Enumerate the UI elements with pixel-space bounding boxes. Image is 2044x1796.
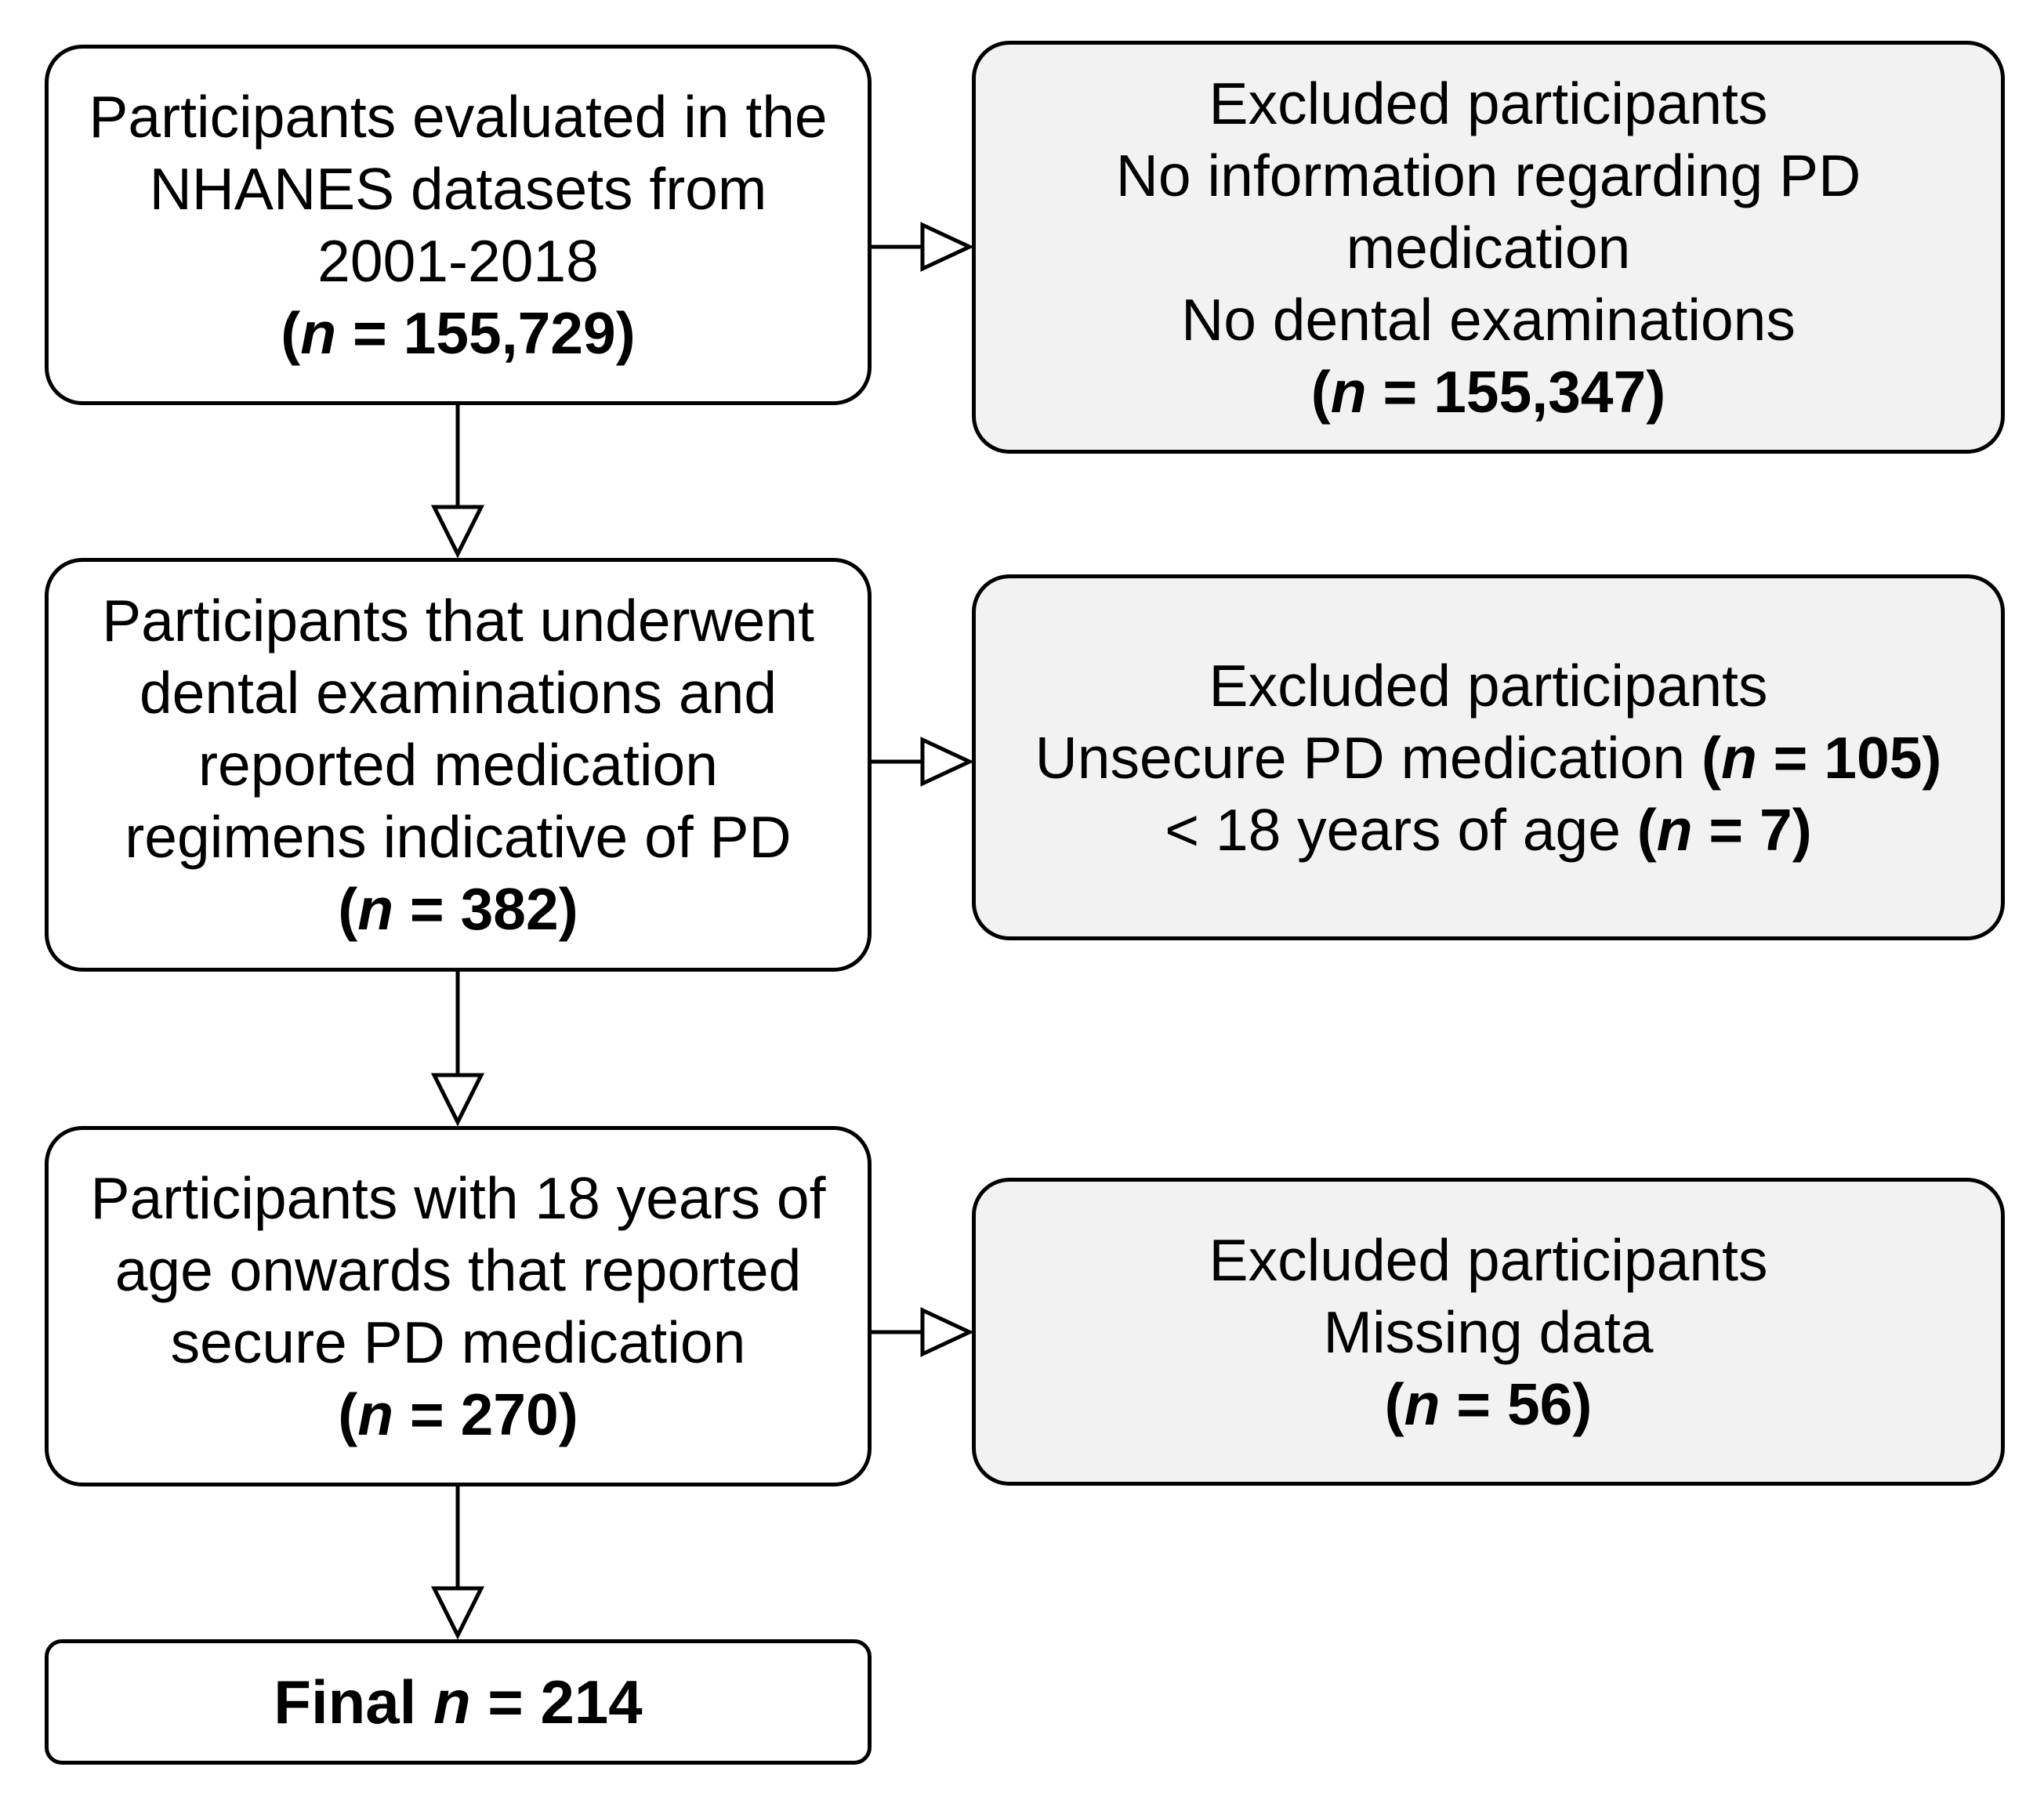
n-symbol: n [357, 876, 394, 942]
count-label: (n = 155,729) [281, 300, 636, 366]
reason-text: < 18 years of age [1165, 796, 1621, 863]
count-value: 56 [1506, 1371, 1573, 1437]
arrow-box3-to-final-head [434, 1588, 481, 1635]
count-value: 382 [460, 876, 559, 942]
n-symbol: n [1720, 724, 1757, 791]
box-text-line: Participants with 18 years of [90, 1165, 826, 1231]
box-text-line: regimens indicative of PD [125, 804, 792, 870]
exclusion-reason [1035, 722, 1942, 794]
count-label: (n = 155,347) [1310, 358, 1666, 425]
n-symbol: n [433, 1667, 471, 1736]
arrow-box1-to-ex1-head [922, 225, 969, 269]
arrow-box2-to-box3-head [434, 1075, 481, 1122]
box-text-line: secure PD medication [170, 1309, 746, 1375]
exclusion-box-no-info [972, 41, 2005, 454]
count-label: (n = 105) [1701, 724, 1942, 791]
exclusion-reason: No dental examinations [1181, 286, 1796, 353]
n-symbol: n [1330, 358, 1367, 425]
box-text-line: reported medication [198, 732, 718, 798]
step-box-evaluated [45, 45, 872, 405]
step-box-final [45, 1639, 872, 1765]
exclusion-title: Excluded participants [1209, 1226, 1768, 1293]
reason-text: Unsecure PD medication [1035, 724, 1686, 791]
count-value: 155,729 [403, 300, 616, 366]
exclusion-reason: Missing data [1323, 1298, 1654, 1365]
exclusion-box-missing [972, 1178, 2005, 1486]
count-label: (n = 7) [1636, 796, 1812, 863]
box-text-line: Participants that underwent [102, 588, 814, 654]
exclusion-reason [1165, 794, 1812, 866]
n-symbol: n [357, 1381, 394, 1447]
box-text-line: Participants evaluated in the [89, 84, 828, 150]
n-symbol: n [300, 300, 337, 366]
exclusion-title: Excluded participants [1209, 652, 1768, 719]
final-count-label: Final n = 214 [274, 1667, 643, 1736]
box-text-line: 2001-2018 [317, 228, 599, 294]
count-value: 270 [460, 1381, 559, 1447]
count-value: 155,347 [1433, 358, 1647, 425]
box-text-line: NHANES datasets from [149, 156, 767, 222]
step-box-adults-secure [45, 1126, 872, 1486]
count-value: 105 [1824, 724, 1923, 791]
exclusion-reason: No information regarding PD [1115, 142, 1861, 208]
box-text-line: age onwards that reported [114, 1237, 802, 1303]
box-text-line: dental examinations and [139, 660, 777, 726]
count-label: (n = 382) [338, 876, 578, 942]
arrow-box1-to-box2-head [434, 507, 481, 554]
count-label: (n = 270) [338, 1381, 578, 1447]
count-label: (n = 56) [1384, 1371, 1593, 1437]
final-prefix: Final [274, 1667, 417, 1736]
count-value: 7 [1760, 796, 1792, 863]
count-value: 214 [540, 1667, 643, 1736]
n-symbol: n [1404, 1371, 1441, 1437]
arrow-box2-to-ex2-head [922, 740, 969, 784]
exclusion-box-unsecure [972, 574, 2005, 940]
step-box-dental-exam [45, 558, 872, 972]
exclusion-reason: medication [1346, 214, 1631, 281]
n-symbol: n [1656, 796, 1693, 863]
arrow-box3-to-ex3-head [922, 1310, 969, 1354]
exclusion-title: Excluded participants [1209, 70, 1768, 136]
